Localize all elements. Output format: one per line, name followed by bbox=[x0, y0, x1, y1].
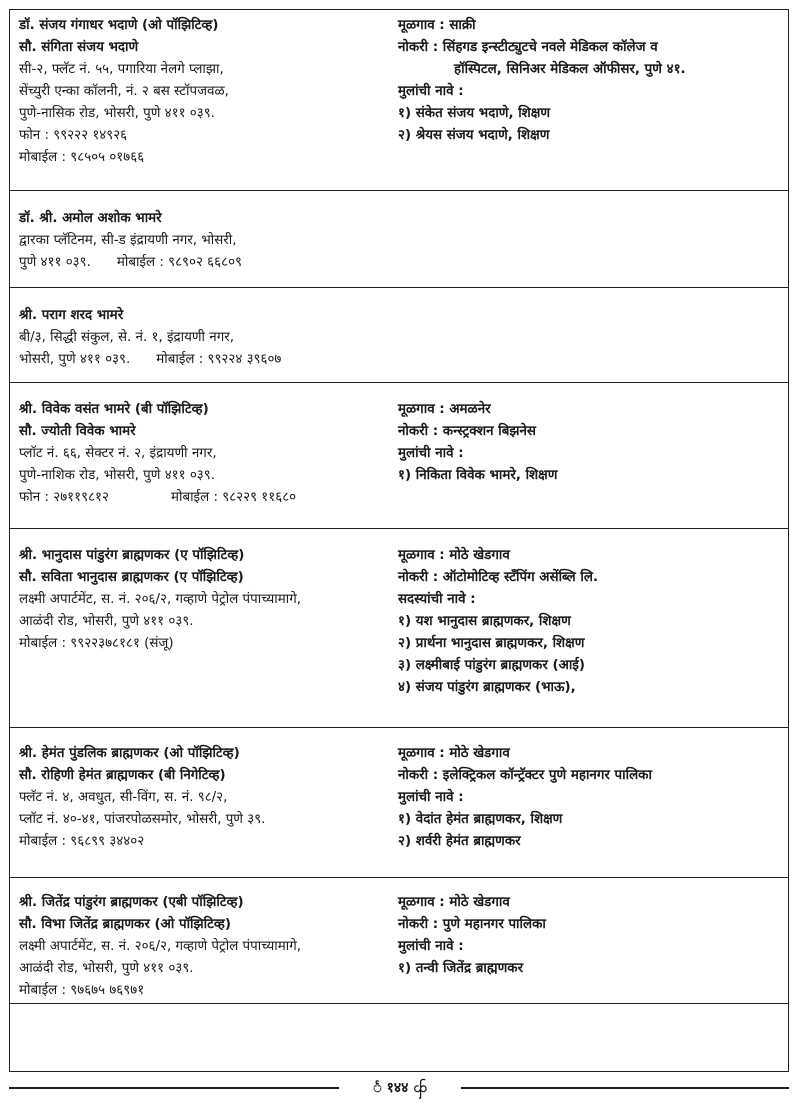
native-place: मूळगाव : अमळनेर bbox=[398, 402, 491, 417]
page-number-text: १४४ bbox=[386, 1080, 409, 1096]
member-name: श्री. जितेंद्र पांडुरंग ब्राह्मणकर (एबी पॉझिटिव्ह) bbox=[19, 895, 244, 910]
footer-rule-left bbox=[9, 1087, 339, 1089]
mobile-line: मोबाईल : ९९२२३७८१८१ (संजू) bbox=[19, 636, 174, 651]
native-place: मूळगाव : मोठे खेडगाव bbox=[398, 548, 510, 563]
directory-table bbox=[9, 9, 789, 1072]
address-column bbox=[19, 208, 397, 274]
child-item: २) शर्वरी हेमंत ब्राह्मणकर bbox=[398, 834, 521, 849]
spouse-name: सौ. सविता भानुदास ब्राह्मणकर (ए पॉझिटिव्ह) bbox=[19, 570, 244, 585]
occupation: नोकरी : कन्स्ट्रक्शन बिझनेस bbox=[398, 424, 536, 439]
occupation: नोकरी : पुणे महानगर पालिका bbox=[398, 917, 546, 932]
native-place: मूळगाव : मोठे खेडगाव bbox=[398, 746, 510, 761]
directory-entry bbox=[10, 10, 788, 190]
left-ornament-icon: ꧥ bbox=[373, 1080, 382, 1096]
occupation-continued: हॉस्पिटल, सिनिअर मेडिकल ऑफीसर, पुणे ४१. bbox=[454, 62, 686, 77]
members-heading: सदस्यांची नावे : bbox=[398, 592, 476, 607]
child-item: १) तन्वी जितेंद्र ब्राह्मणकर bbox=[398, 961, 524, 976]
details-column bbox=[398, 892, 783, 980]
address-line: बी/३, सिद्धी संकुल, से. नं. १, इंद्रायणी नगर, bbox=[19, 330, 234, 345]
children-heading: मुलांची नावे : bbox=[398, 84, 464, 99]
child-item: १) संकेत संजय भदाणे, शिक्षण bbox=[398, 106, 551, 121]
member-item: २) प्रार्थना भानुदास ब्राह्मणकर, शिक्षण bbox=[398, 636, 585, 651]
address-column bbox=[19, 545, 397, 655]
member-name: श्री. पराग शरद भामरे bbox=[19, 308, 124, 323]
member-name: श्री. विवेक वसंत भामरे (बी पॉझिटिव्ह) bbox=[19, 402, 209, 417]
address-line: फ्लॅट नं. ४, अवधुत, सी-विंग, स. नं. ९८/२, bbox=[19, 790, 228, 805]
address-line: आळंदी रोड, भोसरी, पुणे ४११ ०३९. bbox=[19, 614, 194, 629]
mobile-number: मोबाईल : ९८२२९ ११६८० bbox=[170, 490, 297, 505]
occupation: नोकरी : ऑटोमोटिव्ह स्टँपिंग असेंब्लि लि. bbox=[398, 570, 599, 585]
directory-entry bbox=[10, 287, 788, 382]
directory-entry bbox=[10, 528, 788, 727]
child-item: १) निकिता विवेक भामरे, शिक्षण bbox=[398, 468, 558, 483]
mobile-number: मोबाईल : ९८९०२ ६६८०९ bbox=[116, 255, 242, 270]
member-name: डॉ. श्री. अमोल अशोक भामरे bbox=[19, 211, 162, 226]
address-line: प्लॉट नं. ६६, सेक्टर नं. २, इंद्रायणी नगर, bbox=[19, 446, 217, 461]
native-place: मूळगाव : साक्री bbox=[398, 18, 476, 33]
page-number bbox=[339, 1076, 461, 1100]
children-heading: मुलांची नावे : bbox=[398, 446, 464, 461]
address-line: सेंच्युरी एन्का कॉलनी, नं. २ बस स्टॉपजवळ, bbox=[19, 84, 229, 99]
spouse-name: सौ. रोहिणी हेमंत ब्राह्मणकर (बी निगेटिव्ह) bbox=[19, 768, 226, 783]
phone-number: फोन : २७११९८१२ bbox=[19, 490, 109, 505]
phone-line: फोन : ९९२२२ १४९२६ bbox=[19, 128, 128, 143]
member-name: डॉ. संजय गंगाधर भदाणे (ओ पॉझिटिव्ह) bbox=[19, 18, 219, 33]
member-item: ४) संजय पांडुरंग ब्राह्मणकर (भाऊ), bbox=[398, 680, 576, 695]
address-column bbox=[19, 15, 397, 169]
address-mobile-line bbox=[19, 252, 397, 274]
address-column bbox=[19, 892, 397, 1002]
address-line: आळंदी रोड, भोसरी, पुणे ४११ ०३९. bbox=[19, 961, 194, 976]
native-place: मूळगाव : मोठे खेडगाव bbox=[398, 895, 510, 910]
directory-entry bbox=[10, 877, 788, 1003]
mobile-line: मोबाईल : ९८५०५ ०१७६६ bbox=[19, 150, 145, 165]
directory-entry bbox=[10, 190, 788, 287]
address-line: पुणे-नाशिक रोड, भोसरी, पुणे ४११ ०३९. bbox=[19, 468, 215, 483]
details-column bbox=[398, 743, 783, 853]
details-column bbox=[398, 15, 783, 147]
member-name: श्री. हेमंत पुंडलिक ब्राह्मणकर (ओ पॉझिटिव्ह) bbox=[19, 746, 240, 761]
address-column bbox=[19, 305, 397, 371]
address-line: द्वारका प्लॅटिनम, सी-ड इंद्रायणी नगर, भोसरी, bbox=[19, 233, 237, 248]
details-column bbox=[398, 399, 783, 487]
empty-entry bbox=[10, 1003, 788, 1070]
phone-mobile-line bbox=[19, 487, 397, 509]
mobile-line: मोबाईल : ९६८९९ ३४४०२ bbox=[19, 834, 145, 849]
details-column bbox=[398, 545, 783, 699]
footer-rule-right bbox=[461, 1087, 789, 1089]
mobile-number: मोबाईल : ९९२२४ ३९६०७ bbox=[156, 352, 282, 367]
child-item: २) श्रेयस संजय भदाणे, शिक्षण bbox=[398, 128, 550, 143]
member-name: श्री. भानुदास पांडुरंग ब्राह्मणकर (ए पॉझिटिव्ह) bbox=[19, 548, 245, 563]
member-item: १) यश भानुदास ब्राह्मणकर, शिक्षण bbox=[398, 614, 571, 629]
spouse-name: सौ. विभा जितेंद्र ब्राह्मणकर (ओ पॉझिटिव्ह) bbox=[19, 917, 231, 932]
address-line: पुणे-नासिक रोड, भोसरी, पुणे ४११ ०३९. bbox=[19, 106, 215, 121]
mobile-line: मोबाईल : ९७६७५ ७६९७१ bbox=[19, 983, 145, 998]
address-column bbox=[19, 743, 397, 853]
address-line: लक्ष्मी अपार्टमेंट, स. नं. २०६/२, गव्हाणे पेट्रोल पंपाच्यामागे, bbox=[19, 592, 302, 607]
address-mobile-line bbox=[19, 349, 397, 371]
address-line: लक्ष्मी अपार्टमेंट, स. नं. २०६/२, गव्हाणे पेट्रोल पंपाच्यामागे, bbox=[19, 939, 302, 954]
directory-entry bbox=[10, 382, 788, 528]
children-heading: मुलांची नावे : bbox=[398, 939, 464, 954]
address-column bbox=[19, 399, 397, 509]
address-city: पुणे ४११ ०३९. bbox=[19, 255, 91, 270]
spouse-name: सौ. ज्योती विवेक भामरे bbox=[19, 424, 136, 439]
address-line: सी-२, फ्लॅट नं. ५५, पगारिया नेलगे प्लाझा, bbox=[19, 62, 224, 77]
children-heading: मुलांची नावे : bbox=[398, 790, 464, 805]
occupation: नोकरी : इलेक्ट्रिकल कॉन्ट्रॅक्टर पुणे महानगर पालिका bbox=[398, 768, 652, 783]
spouse-name: सौ. संगिता संजय भदाणे bbox=[19, 40, 139, 55]
directory-entry bbox=[10, 727, 788, 877]
right-ornament-icon: ꧨ bbox=[413, 1080, 427, 1096]
address-line: प्लॉट नं. ४०-४१, पांजरपोळसमोर, भोसरी, पुणे ३९. bbox=[19, 812, 266, 827]
occupation: नोकरी : सिंहगड इन्स्टीट्युटचे नवले मेडिकल कॉलेज व bbox=[398, 40, 658, 55]
page-footer bbox=[9, 1076, 789, 1100]
member-item: ३) लक्ष्मीबाई पांडुरंग ब्राह्मणकर (आई) bbox=[398, 658, 585, 673]
child-item: १) वेदांत हेमंत ब्राह्मणकर, शिक्षण bbox=[398, 812, 563, 827]
address-city: भोसरी, पुणे ४११ ०३९. bbox=[19, 352, 131, 367]
